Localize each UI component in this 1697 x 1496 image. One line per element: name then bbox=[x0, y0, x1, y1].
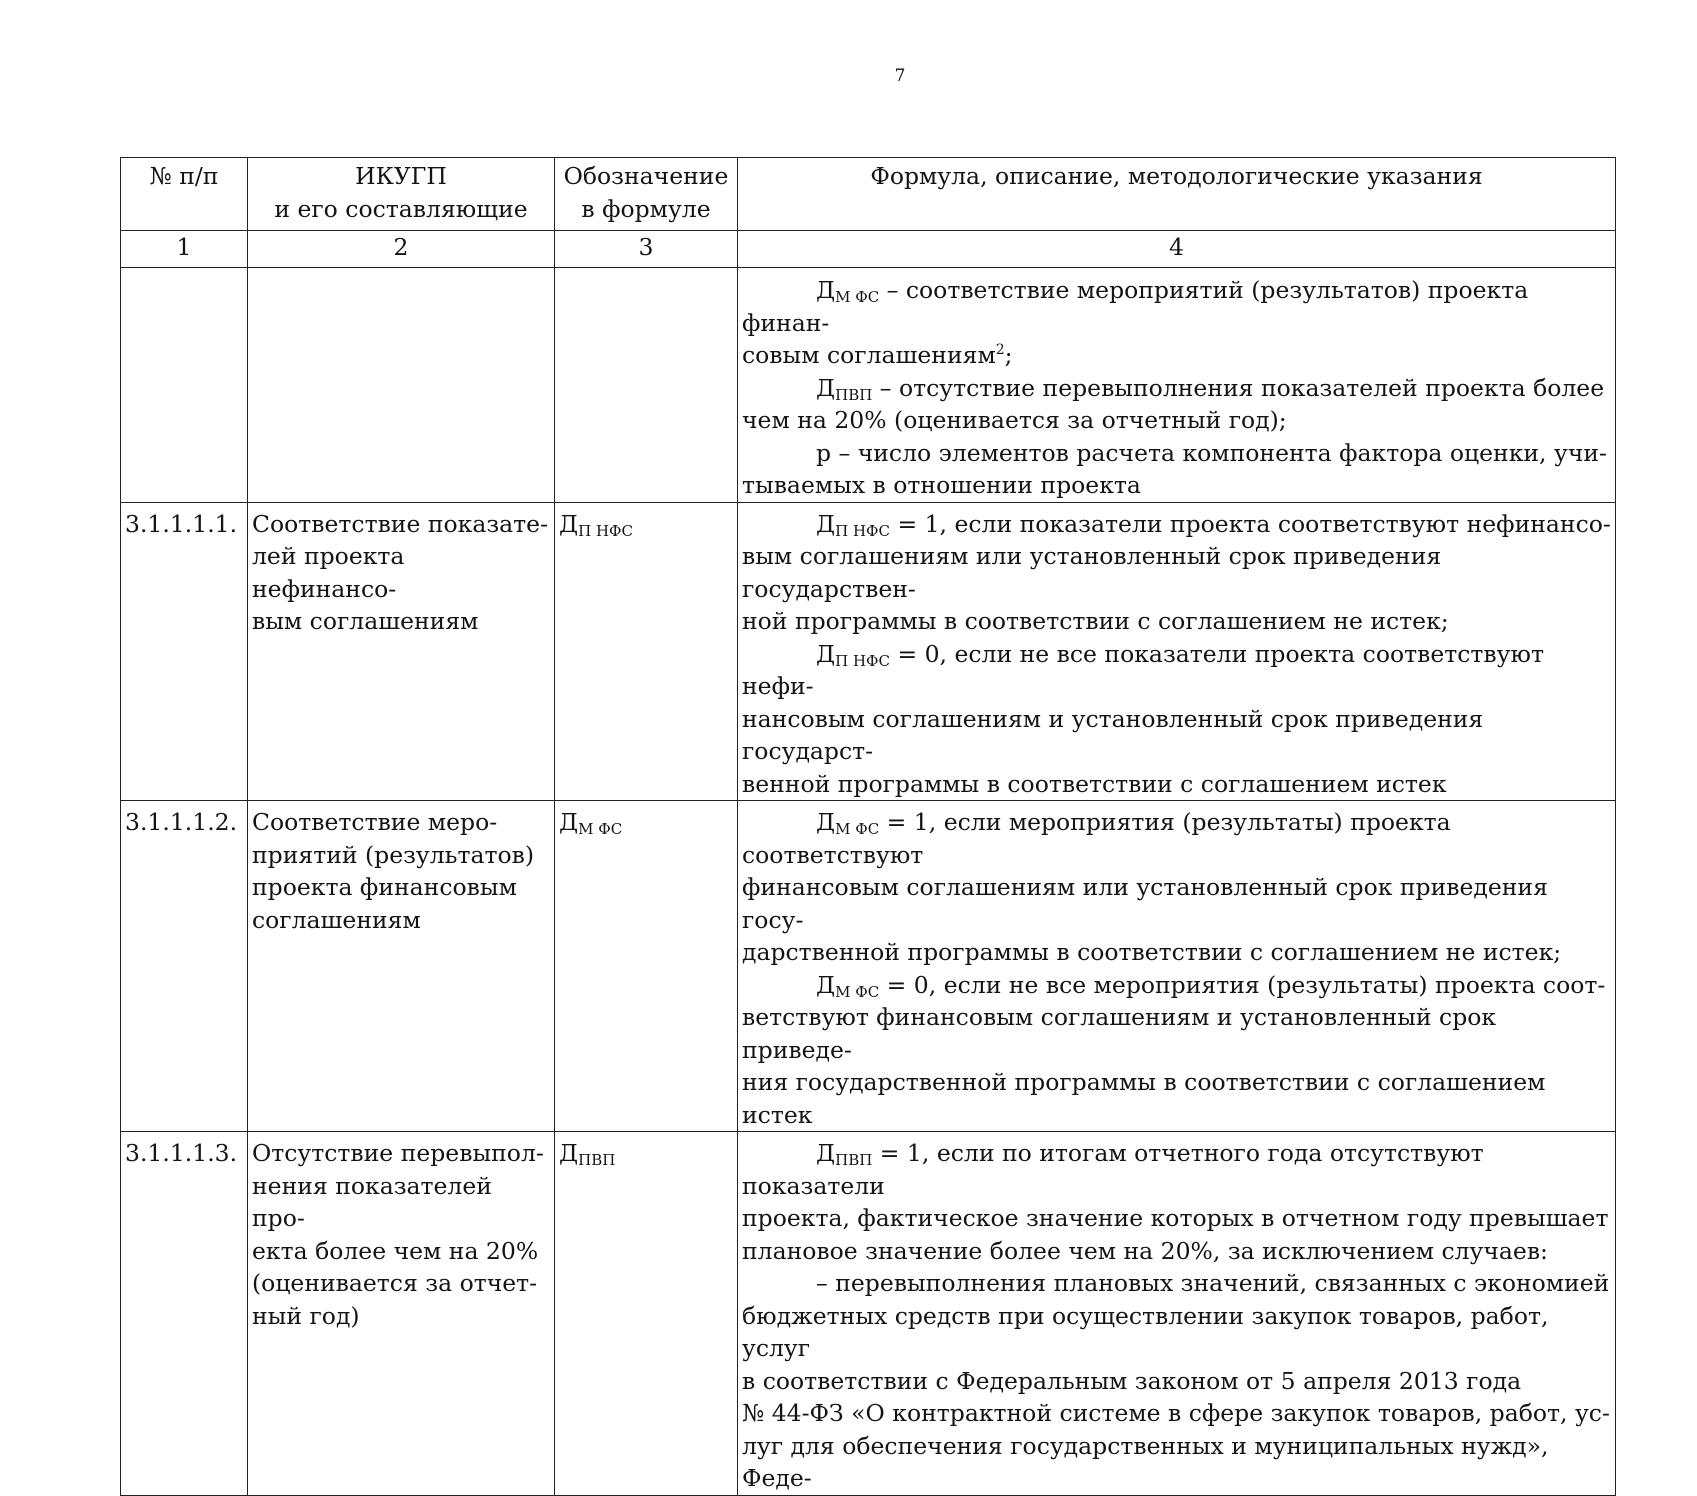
header-num: № п/п bbox=[121, 158, 248, 231]
symbol-subscript: М ФС bbox=[835, 820, 880, 838]
formula-line: ной программы в соответствии с соглашением не истек; bbox=[742, 607, 1449, 635]
column-number: 3 bbox=[555, 231, 738, 268]
formula-text: = 0, если не все мероприятия (результаты) проекта соот- bbox=[879, 970, 1606, 999]
symbol-subscript: М ФС bbox=[835, 982, 880, 1001]
name-line: ный год) bbox=[252, 1301, 360, 1330]
symbol-subscript: П НФС bbox=[835, 651, 890, 670]
formula-line: ния государственной программы в соответствии с соглашением истек bbox=[742, 1068, 1546, 1129]
cell-formula bbox=[738, 1132, 1616, 1496]
name-line: екта более чем на 20% bbox=[252, 1236, 539, 1265]
cell-formula bbox=[738, 502, 1616, 801]
symbol-subscript: М ФС bbox=[578, 820, 623, 838]
formula-line bbox=[742, 969, 1611, 1002]
header-designation bbox=[555, 158, 738, 231]
formula-line: бюджетных средств при осуществлении закупок товаров, работ, услуг bbox=[742, 1301, 1549, 1362]
table-header-row bbox=[121, 158, 1616, 231]
name-line: вым соглашениям bbox=[252, 607, 479, 635]
symbol-base: Д bbox=[816, 509, 836, 538]
formula-text: = 1, если по итогам отчетного года отсутствуют показатели bbox=[742, 1139, 1484, 1200]
formula-line: – перевыполнения плановых значений, связанных с экономией bbox=[816, 1269, 1610, 1297]
cell-num: 3.1.1.1.3. bbox=[121, 1132, 248, 1496]
formula-line: финансовым соглашениям или установленный срок приведения госу- bbox=[742, 873, 1548, 934]
definition-text: – отсутствие перевыполнения показателей проекта более bbox=[872, 373, 1605, 402]
definition-text: ; bbox=[1004, 341, 1013, 369]
formula-line: ветствуют финансовым соглашениям и установленный срок приведе- bbox=[742, 1003, 1497, 1064]
symbol-base: Д bbox=[559, 808, 579, 836]
formula-line: венной программы в соответствии с соглашением истек bbox=[742, 769, 1447, 798]
symbol-subscript: ПВП bbox=[578, 1151, 616, 1169]
cell-name-empty bbox=[248, 268, 555, 503]
name-line: Отсутствие перевыпол- bbox=[252, 1139, 544, 1167]
name-line: приятий (результатов) bbox=[252, 840, 535, 869]
page-number: 7 bbox=[894, 66, 906, 86]
formula-line: плановое значение более чем на 20%, за исключением случаев: bbox=[742, 1236, 1548, 1265]
formula-line: дарственной программы в соответствии с соглашением не истек; bbox=[742, 938, 1562, 966]
symbol-subscript: П НФС bbox=[835, 521, 890, 540]
symbol-subscript: П НФС bbox=[578, 521, 633, 540]
cell-formula-continuation bbox=[738, 268, 1616, 503]
header-designation-line2: в формуле bbox=[581, 194, 711, 223]
formula-line: проекта, фактическое значение которых в отчетном году превышает bbox=[742, 1204, 1609, 1232]
name-line: нения показателей про- bbox=[252, 1171, 492, 1232]
symbol-base: Д bbox=[559, 1139, 579, 1167]
name-line: Соответствие показате- bbox=[252, 509, 549, 538]
definition-d-pvp bbox=[742, 372, 1611, 405]
column-number: 1 bbox=[121, 231, 248, 268]
definition-p: р – число элементов расчета компонента фактора оценки, учи- bbox=[816, 438, 1607, 467]
cell-formula bbox=[738, 801, 1616, 1132]
definition-d-m-fs bbox=[742, 274, 1611, 339]
cell-sym-empty bbox=[555, 268, 738, 503]
table-row bbox=[121, 801, 1616, 1132]
cell-sym bbox=[555, 1132, 738, 1496]
cell-name bbox=[248, 1132, 555, 1496]
symbol-base: Д bbox=[816, 639, 836, 668]
name-line: соглашениям bbox=[252, 905, 421, 934]
symbol-base: Д bbox=[816, 1139, 836, 1167]
definition-p-cont: тываемых в отношении проекта bbox=[742, 471, 1141, 499]
header-designation-line1: Обозначение bbox=[563, 162, 729, 190]
formula-line bbox=[742, 1137, 1611, 1202]
cell-num-empty bbox=[121, 268, 248, 503]
cell-num: 3.1.1.1.1. bbox=[121, 502, 248, 801]
formula-text: = 1, если мероприятия (результаты) проекта соответствуют bbox=[742, 808, 1451, 869]
column-number-row bbox=[121, 231, 1616, 268]
formula-line: нансовым соглашениям и установленный срок приведения государст- bbox=[742, 704, 1484, 765]
formula-line bbox=[742, 806, 1611, 871]
symbol-subscript: ПВП bbox=[835, 385, 873, 404]
table-row bbox=[121, 1132, 1616, 1496]
formula-line: луг для обеспечения государственных и муниципальных нужд», Феде- bbox=[742, 1431, 1549, 1492]
symbol-base: Д bbox=[816, 373, 836, 402]
cell-name bbox=[248, 801, 555, 1132]
definition-d-m-fs-cont bbox=[742, 339, 1611, 372]
cell-sym bbox=[555, 502, 738, 801]
name-line: лей проекта нефинансо- bbox=[252, 542, 405, 603]
definition-text: совым соглашениям bbox=[742, 341, 996, 369]
symbol-base: Д bbox=[816, 970, 836, 999]
name-line: Соответствие меро- bbox=[252, 808, 498, 836]
symbol-base: Д bbox=[559, 509, 579, 538]
header-ikugp bbox=[248, 158, 555, 231]
cell-num: 3.1.1.1.2. bbox=[121, 801, 248, 1132]
header-ikugp-line2: и его составляющие bbox=[274, 194, 528, 223]
formula-line: вым соглашениям или установленный срок приведения государствен- bbox=[742, 542, 1442, 603]
name-line: (оценивается за отчет- bbox=[252, 1269, 538, 1297]
column-number: 4 bbox=[738, 231, 1616, 268]
formula-line bbox=[742, 508, 1611, 541]
cell-name bbox=[248, 502, 555, 801]
footnote-ref: 2 bbox=[995, 342, 1005, 358]
column-number: 2 bbox=[248, 231, 555, 268]
formula-line bbox=[742, 638, 1611, 703]
table-row bbox=[121, 502, 1616, 801]
table-row-continuation bbox=[121, 268, 1616, 503]
symbol-base: Д bbox=[816, 808, 836, 836]
formula-text: = 1, если показатели проекта соответствуют нефинансо- bbox=[889, 509, 1611, 538]
symbol-base: Д bbox=[816, 276, 836, 304]
name-line: проекта финансовым bbox=[252, 873, 517, 901]
formula-line: № 44-ФЗ «О контрактной системе в сфере закупок товаров, работ, ус- bbox=[742, 1399, 1610, 1427]
symbol-subscript: М ФС bbox=[835, 288, 880, 306]
header-ikugp-line1: ИКУГП bbox=[355, 162, 447, 190]
definition-text: – соответствие мероприятий (результатов) проекта финан- bbox=[742, 276, 1529, 337]
formula-text: = 0, если не все показатели проекта соответствуют нефи- bbox=[742, 639, 1544, 700]
header-formula: Формула, описание, методологические указания bbox=[738, 158, 1616, 231]
symbol-subscript: ПВП bbox=[835, 1151, 873, 1169]
cell-sym bbox=[555, 801, 738, 1132]
formula-line: в соответствии с Федеральным законом от 5 апреля 2013 года bbox=[742, 1366, 1522, 1395]
methodology-table bbox=[120, 157, 1616, 1496]
definition-d-pvp-cont: чем на 20% (оценивается за отчетный год); bbox=[742, 406, 1287, 434]
